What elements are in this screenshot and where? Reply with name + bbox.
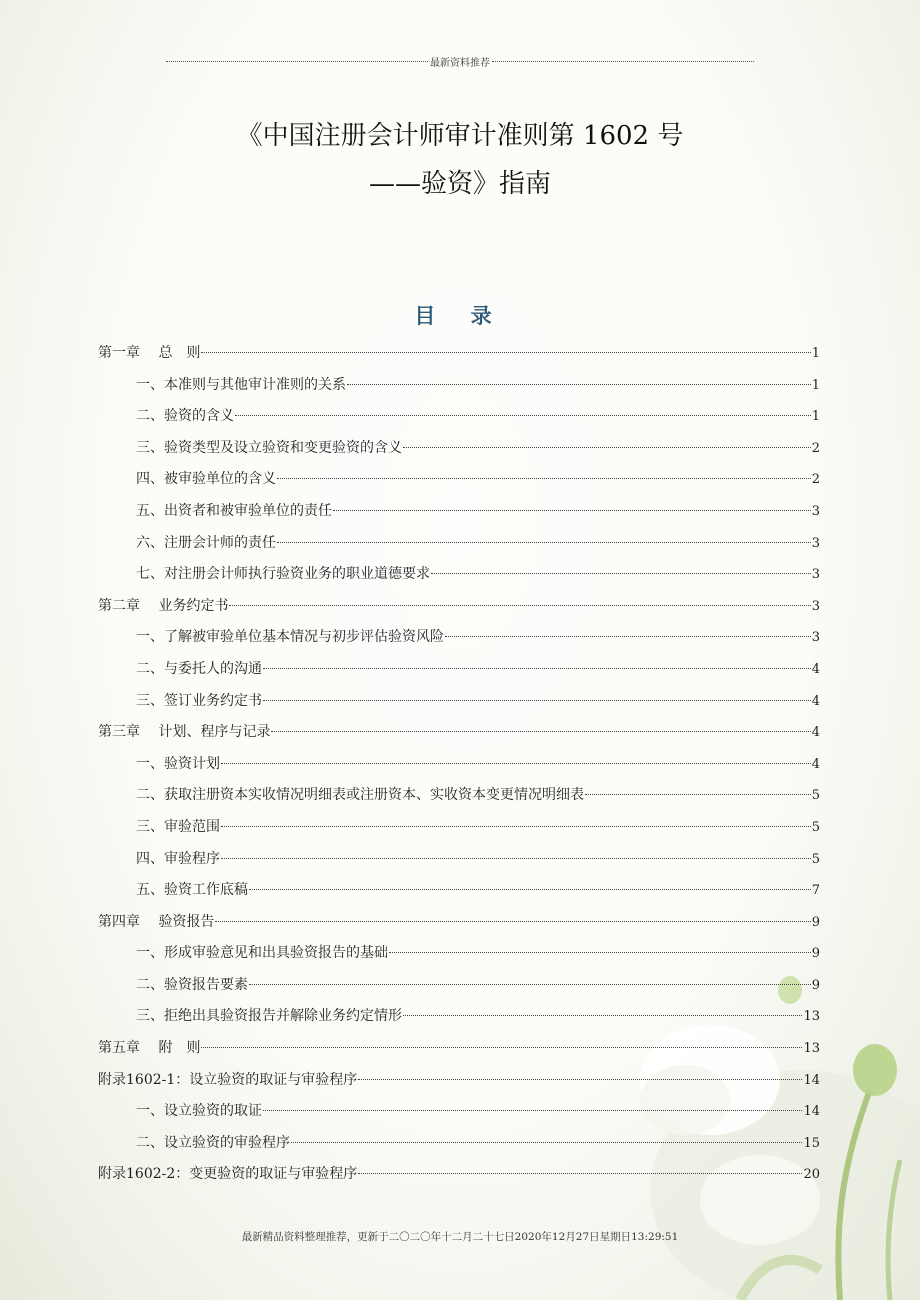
toc-entry-label: 一、了解被审验单位基本情况与初步评估验资风险 — [136, 629, 444, 646]
toc-entry-page: 1 — [811, 346, 820, 361]
toc-entry-leader — [347, 384, 811, 385]
toc-entry-leader — [291, 1142, 802, 1143]
toc-entry[interactable] — [98, 1033, 820, 1065]
toc-entry-leader — [229, 605, 810, 606]
toc-entry-leader — [235, 415, 811, 416]
toc-entry-leader — [263, 700, 811, 701]
toc-entry-label: 第二章 业务约定书 — [98, 597, 229, 614]
toc-entry-label: 二、验资的含义 — [136, 408, 234, 425]
toc-entry-page: 9 — [811, 946, 820, 962]
toc-entry[interactable] — [98, 970, 820, 1002]
toc-entry-page: 15 — [803, 1135, 820, 1151]
toc-entry-page: 3 — [811, 503, 820, 519]
toc-entry[interactable] — [98, 496, 820, 528]
toc-entry-leader — [263, 1110, 802, 1111]
toc-entry-page: 4 — [811, 661, 820, 677]
toc-entry-label: 一、设立验资的取证 — [136, 1103, 262, 1120]
toc-entry[interactable] — [98, 559, 820, 591]
toc-entry[interactable] — [98, 875, 820, 907]
toc-entry-label: 三、审验范围 — [136, 818, 220, 835]
toc-entry-label: 五、出资者和被审验单位的责任 — [136, 502, 332, 519]
toc-entry-page: 3 — [811, 630, 820, 646]
toc-entry-label: 第五章 附 则 — [98, 1040, 201, 1057]
toc-entry-leader — [358, 1079, 802, 1080]
toc-entry-label: 六、注册会计师的责任 — [136, 534, 276, 551]
toc-entry-leader — [249, 984, 811, 985]
toc-entry-page: 3 — [811, 598, 820, 614]
toc-entry[interactable] — [98, 528, 820, 560]
toc-entry[interactable] — [98, 1096, 820, 1128]
toc-entry-page: 5 — [811, 819, 820, 835]
toc-entry-label: 二、与委托人的沟通 — [136, 660, 262, 677]
toc-heading: 目 录 — [414, 303, 506, 328]
toc-entry-leader — [389, 952, 811, 953]
toc-entry[interactable] — [98, 464, 820, 496]
toc-entry-label: 附录1602-1：设立验资的取证与审验程序 — [98, 1071, 358, 1088]
toc-entry[interactable] — [98, 433, 820, 465]
toc-entry-page: 13 — [803, 1041, 820, 1057]
toc-entry-page: 1 — [811, 409, 820, 425]
toc-entry[interactable] — [98, 686, 820, 718]
toc-entry-page: 14 — [803, 1072, 820, 1088]
toc-entry-page: 7 — [811, 883, 820, 899]
toc-entry-leader — [277, 478, 811, 479]
toc-entry-page: 5 — [811, 788, 820, 804]
toc-entry-label: 四、被审验单位的含义 — [136, 471, 276, 488]
toc-entry-page: 14 — [803, 1104, 820, 1120]
toc-entry[interactable] — [98, 844, 820, 876]
toc-entry-leader — [333, 510, 811, 511]
toc-entry-page: 1 — [811, 377, 820, 393]
toc-entry[interactable] — [98, 1159, 820, 1191]
toc-entry[interactable] — [98, 1001, 820, 1033]
toc-entry-leader — [271, 731, 810, 732]
header-text: 最新资料推荐 — [430, 58, 490, 69]
toc-entry-page: 20 — [803, 1167, 820, 1183]
toc-entry[interactable] — [98, 780, 820, 812]
toc-entry[interactable] — [98, 717, 820, 749]
toc-entry-label: 第三章 计划、程序与记录 — [98, 724, 271, 741]
toc-entry-label: 第一章 总 则 — [98, 345, 201, 361]
toc-entry-label: 三、验资类型及设立验资和变更验资的含义 — [136, 439, 402, 456]
toc-entry-label: 第四章 验资报告 — [98, 913, 215, 930]
toc-entry-leader — [277, 542, 811, 543]
toc-entry[interactable] — [98, 622, 820, 654]
toc-entry[interactable] — [98, 907, 820, 939]
header-dots-right — [492, 61, 754, 62]
toc-entry-label: 七、对注册会计师执行验资业务的职业道德要求 — [136, 566, 430, 583]
toc-entry-leader — [431, 573, 811, 574]
toc-entry-label: 二、验资报告要素 — [136, 976, 248, 993]
toc-entry-page: 4 — [811, 756, 820, 772]
toc-entry-label: 四、审验程序 — [136, 850, 220, 867]
toc-entry-leader — [249, 889, 811, 890]
toc-entry[interactable] — [98, 938, 820, 970]
toc-entry-label: 一、本准则与其他审计准则的关系 — [136, 376, 346, 393]
toc-entry-leader — [263, 668, 811, 669]
toc-entry-page: 3 — [811, 535, 820, 551]
toc-entry-leader — [585, 794, 811, 795]
toc-entry-label: 附录1602-2：变更验资的取证与审验程序 — [98, 1166, 358, 1183]
toc-entry-leader — [221, 763, 811, 764]
toc-entry[interactable] — [98, 749, 820, 781]
page-footer: 最新精品资料整理推荐，更新于二〇二〇年十二月二十七日2020年12月27日星期日13:29:51 — [241, 1231, 679, 1243]
toc-entry-label: 三、签订业务约定书 — [136, 692, 262, 709]
toc-entry-leader — [201, 1047, 802, 1048]
toc-entry-page: 2 — [811, 440, 820, 456]
toc-entry-leader — [403, 447, 811, 448]
table-of-contents — [98, 338, 820, 1191]
header-dots-left — [166, 61, 428, 62]
toc-entry-page: 4 — [811, 693, 820, 709]
toc-entry-leader — [445, 636, 811, 637]
toc-entry[interactable] — [98, 1065, 820, 1097]
toc-entry-leader — [358, 1173, 802, 1174]
toc-entry[interactable] — [98, 654, 820, 686]
toc-entry[interactable] — [98, 812, 820, 844]
title-line-2: ——验资》指南 — [368, 169, 551, 199]
toc-entry-label: 二、获取注册资本实收情况明细表或注册资本、实收资本变更情况明细表 — [136, 787, 584, 804]
toc-entry-page: 3 — [811, 567, 820, 583]
toc-entry-leader — [403, 1015, 802, 1016]
toc-entry-label: 五、验资工作底稿 — [136, 882, 248, 899]
toc-entry[interactable] — [98, 401, 820, 433]
toc-entry-page: 9 — [811, 914, 820, 930]
toc-entry[interactable] — [98, 591, 820, 623]
title-line-1: 《中国注册会计师审计准则第 1602 号 — [236, 121, 684, 151]
toc-entry-page: 9 — [811, 977, 820, 993]
page-header — [164, 54, 756, 69]
toc-entry-label: 三、拒绝出具验资报告并解除业务约定情形 — [136, 1008, 402, 1025]
toc-entry-label: 一、形成审验意见和出具验资报告的基础 — [136, 945, 388, 962]
toc-entry-page: 5 — [811, 851, 820, 867]
toc-entry-leader — [201, 352, 810, 353]
toc-entry-label: 二、设立验资的审验程序 — [136, 1134, 290, 1151]
toc-entry-leader — [215, 921, 810, 922]
toc-entry[interactable] — [98, 338, 820, 370]
toc-entry[interactable] — [98, 1128, 820, 1160]
toc-entry-label: 一、验资计划 — [136, 755, 220, 772]
toc-entry-page: 13 — [803, 1009, 820, 1025]
toc-entry-page: 2 — [811, 472, 820, 488]
toc-entry-page: 4 — [811, 725, 820, 741]
toc-entry-leader — [221, 858, 811, 859]
toc-entry-leader — [221, 826, 811, 827]
document-title — [0, 112, 920, 208]
toc-entry[interactable] — [98, 370, 820, 402]
